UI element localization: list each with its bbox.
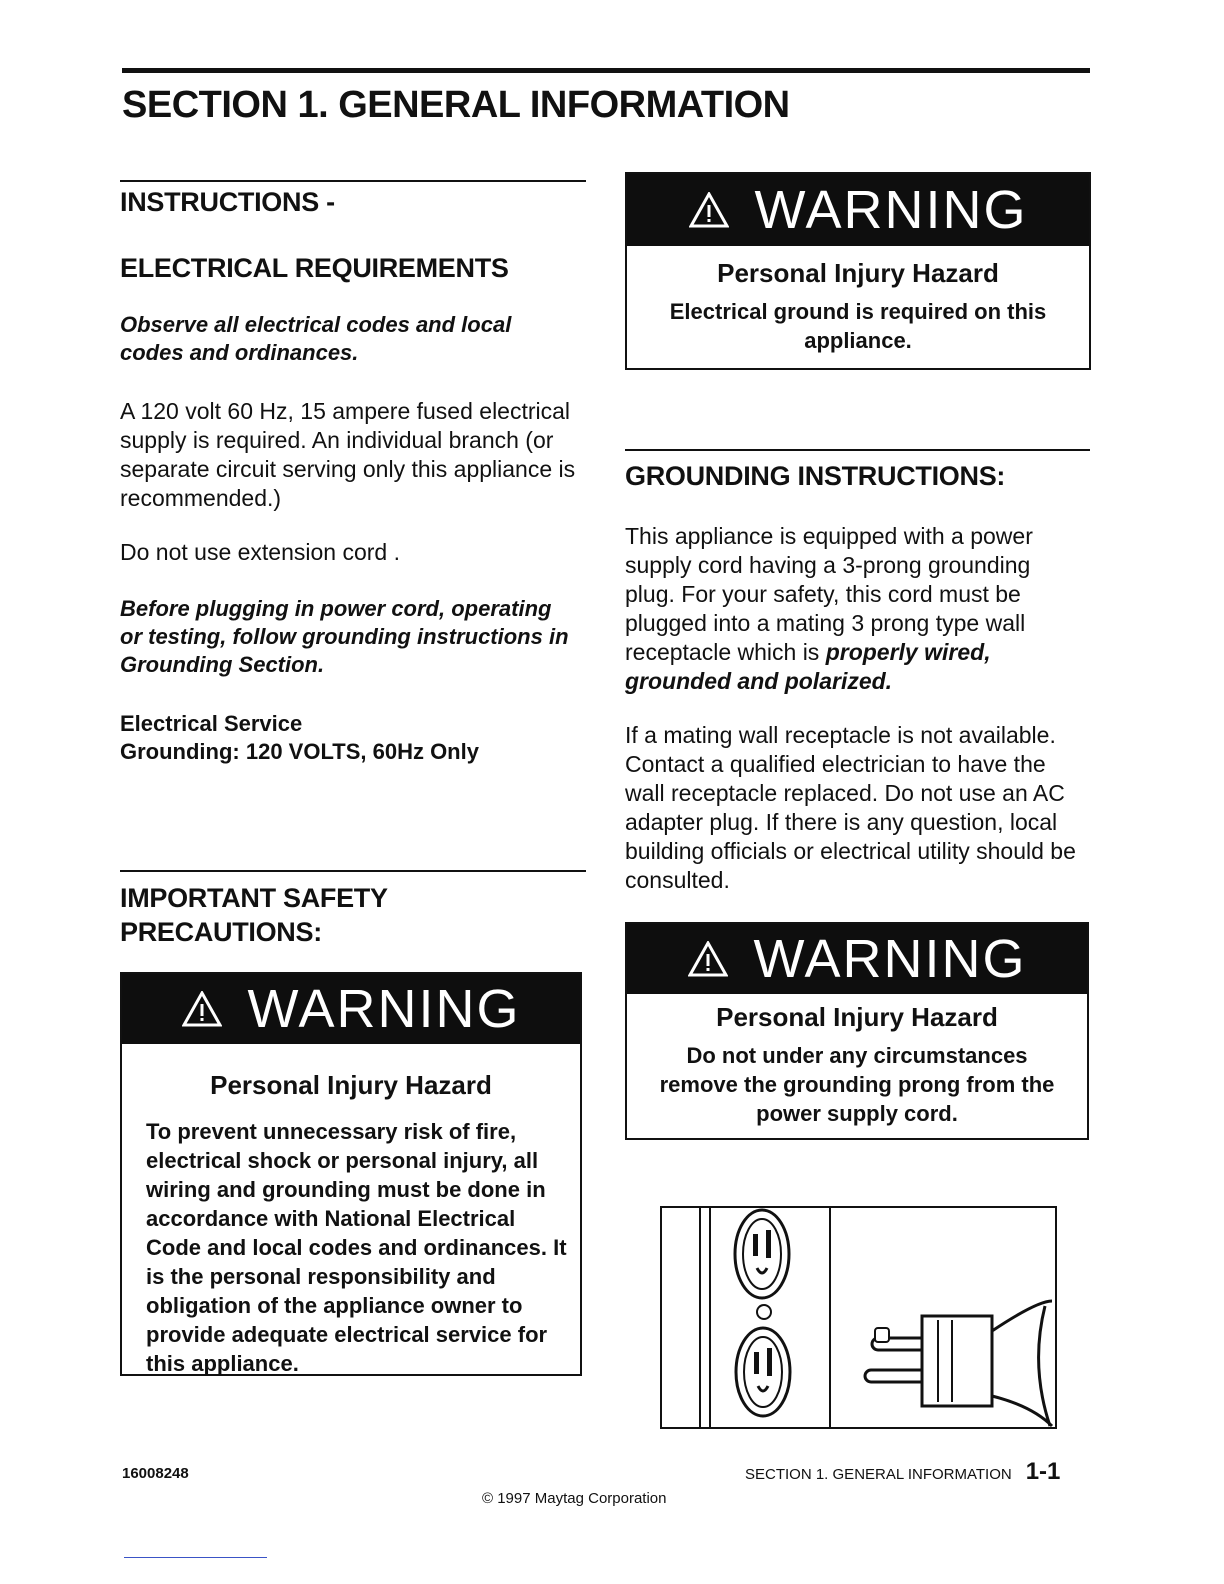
warning-label: WARNING [753,929,1027,989]
warning-triangle-icon [688,941,728,977]
warning-text: Do not under any circumstances remove the grounding prong from the power supply cord. [659,1043,1055,1126]
mating-receptacle-paragraph: If a mating wall receptacle is not available. Contact a qualified electrician to have the wall receptacle replaced. Do not use an AC adapter plug. If there is any question, local building officials or electrical utility should be consulted. [625,722,1076,893]
outlet-and-plug-illustration [660,1206,1057,1429]
page-title: SECTION 1. GENERAL INFORMATION [122,84,790,126]
instructions-heading: INSTRUCTIONS - [120,187,335,217]
grounding-instructions-heading: GROUNDING INSTRUCTIONS: [625,461,1006,491]
warning-banner [627,924,1087,994]
warning-text: Electrical ground is required on this appliance. [669,299,1047,353]
outlet-plug-icon [660,1206,1057,1429]
grounding-text: This appliance is equipped with a power supply cord having a 3-prong grounding plug. For your safety, this cord must be plugged into a mating 3 prong type wall receptacle which is [625,523,1033,665]
footer-section-label: SECTION 1. GENERAL INFORMATION [745,1466,1012,1483]
grounding-paragraph [625,522,1083,696]
extension-cord-paragraph: Do not use extension cord . [120,539,400,565]
page-number: 1-1 [1025,1458,1061,1485]
warning-banner [122,974,580,1044]
grounding-voltage-line: Grounding: 120 VOLTS, 60Hz Only [120,739,479,764]
warning-triangle-icon [689,192,729,228]
warning-title: Personal Injury Hazard [716,1002,998,1032]
grounding-emphasis: properly wired, grounded and polarized. [625,639,991,694]
warning-text: To prevent unnecessary risk of fire, electrical shock or personal injury, all wiring and grounding must be done in accordance with National Electrical Code and local codes and ordinances. It is the personal responsibility and obligation of the appliance owner to provide adequate electrical service for this appliance. [146,1119,567,1376]
warning-label: WARNING [247,979,521,1039]
supply-paragraph: A 120 volt 60 Hz, 15 ampere fused electrical supply is required. An individual branch (or separate circuit serving only this appliance is recommended.) [120,398,576,511]
footer-section [745,1458,1060,1486]
divider [120,870,586,872]
warning-box-grounding-prong [625,922,1089,1140]
copyright: © 1997 Maytag Corporation [482,1490,667,1507]
warning-title: Personal Injury Hazard [717,258,999,288]
electrical-service-line: Electrical Service [120,711,303,736]
underline-artifact [124,1557,267,1558]
warning-box-safety [120,972,582,1376]
warning-banner [627,174,1089,246]
divider [625,449,1090,451]
before-plugging-note: Before plugging in power cord, operating or testing, follow grounding instructions in Grounding Section. [120,596,569,677]
observe-codes-note: Observe all electrical codes and local codes and ordinances. [120,312,512,365]
divider [120,180,586,182]
warning-box-ground-required [625,172,1091,370]
electrical-requirements-heading: ELECTRICAL REQUIREMENTS [120,253,509,283]
safety-heading-line2: PRECAUTIONS: [120,917,322,947]
safety-heading: IMPORTANT SAFETY [120,883,388,913]
top-rule [122,68,1090,73]
warning-label: WARNING [754,180,1028,240]
document-number: 16008248 [122,1465,189,1482]
warning-triangle-icon [182,991,222,1027]
warning-title: Personal Injury Hazard [210,1070,492,1100]
